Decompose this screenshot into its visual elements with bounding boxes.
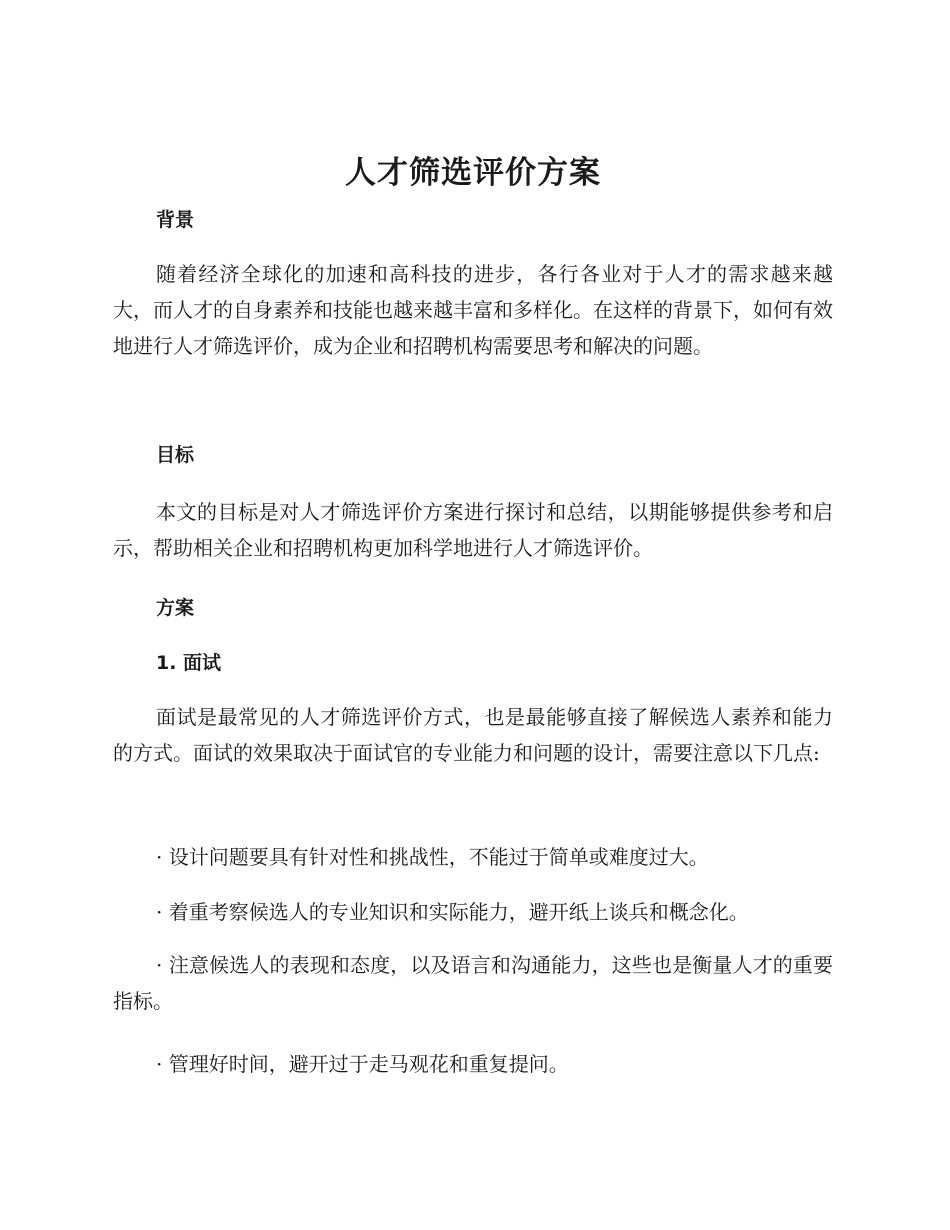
- subsection-heading-interview: 1. 面试: [156, 652, 222, 674]
- bullet-item: · 注意候选人的表现和态度，以及语言和沟通能力，这些也是衡量人才的重要指标。: [113, 953, 833, 1013]
- section-heading-background: 背景: [156, 209, 195, 231]
- section-heading-plan: 方案: [156, 597, 195, 619]
- paragraph-goal: 本文的目标是对人才筛选评价方案进行探讨和总结，以期能够提供参考和启示，帮助相关企业和招聘机构更加科学地进行人才筛选评价。: [113, 500, 833, 560]
- paragraph-interview: 面试是最常见的人才筛选评价方式，也是最能够直接了解候选人素养和能力的方式。面试的效果取决于面试官的专业能力和问题的设计，需要注意以下几点:: [113, 705, 833, 765]
- section-heading-goal: 目标: [156, 444, 195, 466]
- document-title: 人才筛选评价方案: [345, 155, 601, 191]
- bullet-item: · 管理好时间，避开过于走马观花和重复提问。: [156, 1052, 569, 1076]
- paragraph-background: 随着经济全球化的加速和高科技的进步，各行各业对于人才的需求越来越大，而人才的自身素养和技能也越来越丰富和多样化。在这样的背景下，如何有效地进行人才筛选评价，成为企业和招聘机构需要思考和解决的问题。: [113, 262, 833, 358]
- bullet-item: · 设计问题要具有针对性和挑战性，不能过于简单或难度过大。: [156, 845, 709, 869]
- bullet-item: · 着重考察候选人的专业知识和实际能力，避开纸上谈兵和概念化。: [156, 900, 749, 924]
